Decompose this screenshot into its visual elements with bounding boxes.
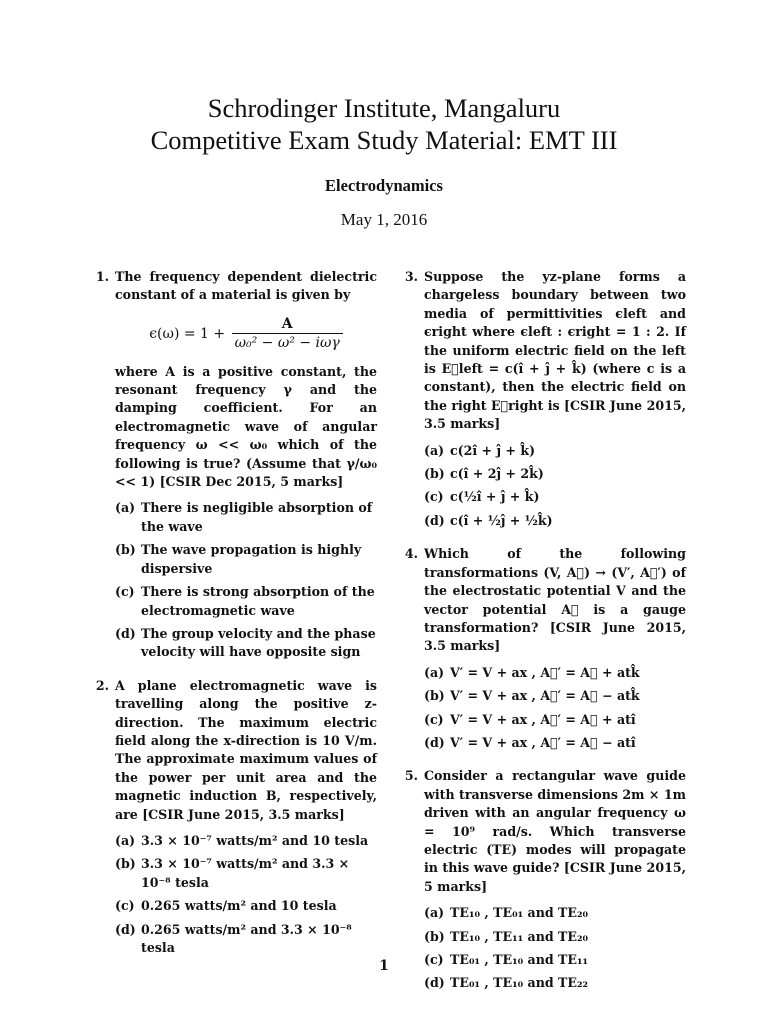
option-label: (d): [424, 734, 445, 750]
option-text: TE₀₁ , TE₁₀ and TE₁₁: [450, 952, 589, 967]
question-number: 4.: [404, 546, 418, 562]
options-list: [424, 664, 686, 753]
option-a: [115, 832, 377, 850]
option-text: There is strong absorption of the electromagnetic wave: [141, 584, 375, 618]
options-list: [115, 499, 377, 661]
option-b: [424, 465, 686, 483]
option-b: [424, 687, 686, 705]
option-c: [424, 488, 686, 506]
option-d: [424, 734, 686, 752]
question-number: 2.: [95, 677, 109, 693]
option-label: (c): [424, 489, 444, 505]
left-column: [89, 268, 377, 962]
option-b: [115, 855, 377, 892]
question-4: [398, 545, 686, 752]
question-number: 1.: [95, 269, 109, 284]
option-text: 3.3 × 10⁻⁷ watts/m² and 3.3 × 10⁻⁸ tesla: [141, 856, 350, 890]
document-title-line2: Competitive Exam Study Material: EMT III: [150, 125, 618, 155]
dielectric-equation: [115, 315, 377, 353]
option-label: (c): [115, 584, 135, 600]
option-label: (c): [424, 952, 444, 967]
right-column: [398, 268, 686, 998]
option-label: (a): [424, 442, 445, 458]
question-text: The frequency dependent dielectric constant of a material is given by: [115, 269, 377, 303]
option-label: (d): [115, 921, 136, 937]
option-text: c(î + ½ĵ + ½k̂): [450, 512, 553, 528]
option-b: [424, 928, 686, 946]
question-text: Suppose the yz-plane forms a chargeless boundary between two media of permittivities ϵleft and ϵright where ϵleft : ϵright = 1 : 2. If the uniform electric field on the left is E⃗left = c(î + ĵ + k̂) (where c is a constant), then the electric field on the right E⃗right is [CSIR June 2015, 3.5 marks]: [424, 269, 686, 432]
option-text: The wave propagation is highly dispersive: [141, 542, 362, 576]
question-1: [89, 268, 377, 662]
option-label: (a): [115, 832, 136, 848]
option-d: [424, 512, 686, 530]
option-text: The group velocity and the phase velocity will have opposite sign: [141, 625, 376, 660]
equation-fraction: [232, 315, 343, 353]
option-text: 0.265 watts/m² and 10 tesla: [141, 898, 337, 914]
option-label: (c): [115, 898, 135, 914]
option-text: c(2î + ĵ + k̂): [450, 442, 536, 458]
option-label: (c): [424, 711, 444, 727]
option-a: [115, 499, 377, 536]
option-text: V′ = V + ax , A⃗′ = A⃗ + atk̂: [450, 664, 640, 680]
options-list: [424, 442, 686, 531]
option-a: [424, 904, 686, 922]
option-label: (d): [424, 975, 445, 991]
option-label: (b): [424, 688, 445, 704]
option-label: (d): [424, 512, 445, 528]
options-list: [115, 832, 377, 957]
option-text: V′ = V + ax , A⃗′ = A⃗ − atî: [450, 734, 636, 750]
option-label: (a): [115, 500, 136, 516]
option-text: 3.3 × 10⁻⁷ watts/m² and 10 tesla: [141, 832, 369, 848]
option-label: (b): [424, 928, 445, 944]
question-number: 5.: [404, 768, 418, 784]
question-3: [398, 268, 686, 530]
page-number: 1: [379, 958, 389, 974]
document-title-line1: Schrodinger Institute, Mangaluru: [207, 93, 561, 123]
option-d: [115, 921, 377, 958]
option-text: V′ = V + ax , A⃗′ = A⃗ − atk̂: [450, 688, 640, 704]
document-subtitle: Electrodynamics: [325, 176, 443, 195]
option-text: V′ = V + ax , A⃗′ = A⃗ + atî: [450, 711, 636, 727]
option-d: [424, 974, 686, 992]
option-text: c(½î + ĵ + k̂): [450, 489, 540, 505]
option-label: (a): [424, 664, 445, 680]
option-a: [424, 664, 686, 682]
option-text: TE₀₁ , TE₁₀ and TE₂₂: [450, 975, 589, 991]
option-d: [115, 625, 377, 662]
option-text: 0.265 watts/m² and 3.3 × 10⁻⁸ tesla: [141, 921, 352, 955]
question-text-continued: where A is a positive constant, the resonant frequency γ and the damping coefficient. For an electromagnetic wave of angular frequency ω << ω₀ which of the following is true? (Assume that γ/ω₀ << 1) [CSIR Dec 2015, 5 marks]: [115, 363, 377, 490]
question-2: [89, 677, 377, 958]
option-label: (b): [115, 856, 136, 872]
option-text: There is negligible absorption of the wave: [141, 500, 373, 534]
equation-numerator: A: [232, 315, 343, 334]
option-c: [115, 583, 377, 620]
option-label: (d): [115, 625, 136, 641]
option-c: [424, 711, 686, 729]
option-a: [424, 442, 686, 460]
equation-denominator: ω₀² − ω² − iωγ: [234, 335, 340, 352]
equation-lhs: ϵ(ω) = 1 +: [149, 325, 226, 342]
question-number: 3.: [404, 269, 418, 284]
options-list: [424, 904, 686, 993]
option-b: [115, 541, 377, 578]
option-label: (b): [115, 542, 136, 558]
question-text: Which of the following transformations (V, A⃗) → (V′, A⃗′) of the electrostatic potential V and the vector potential A⃗ is a gauge transformation? [CSIR June 2015, 3.5 marks]: [424, 546, 686, 654]
option-text: TE₁₀ , TE₀₁ and TE₂₀: [450, 905, 589, 921]
question-text: A plane electromagnetic wave is travelling along the positive z-direction. The maximum electric field along the x-direction is 10 V/m. The approximate maximum values of the power per unit area and the magnetic induction B, respectively, are [CSIR June 2015, 3.5 marks]: [115, 677, 377, 822]
option-label: (b): [424, 466, 445, 482]
option-text: TE₁₀ , TE₁₁ and TE₂₀: [450, 928, 589, 944]
option-c: [115, 897, 377, 915]
document-date: May 1, 2016: [340, 210, 428, 229]
option-label: (a): [424, 905, 445, 921]
question-text: Consider a rectangular wave guide with transverse dimensions 2m × 1m driven with an angular frequency ω = 10⁹ rad/s. Which transverse electric (TE) modes will propagate in this wave guide? [CSIR June 2015, 5 marks]: [424, 768, 686, 894]
option-text: c(î + 2ĵ + 2k̂): [450, 466, 544, 482]
